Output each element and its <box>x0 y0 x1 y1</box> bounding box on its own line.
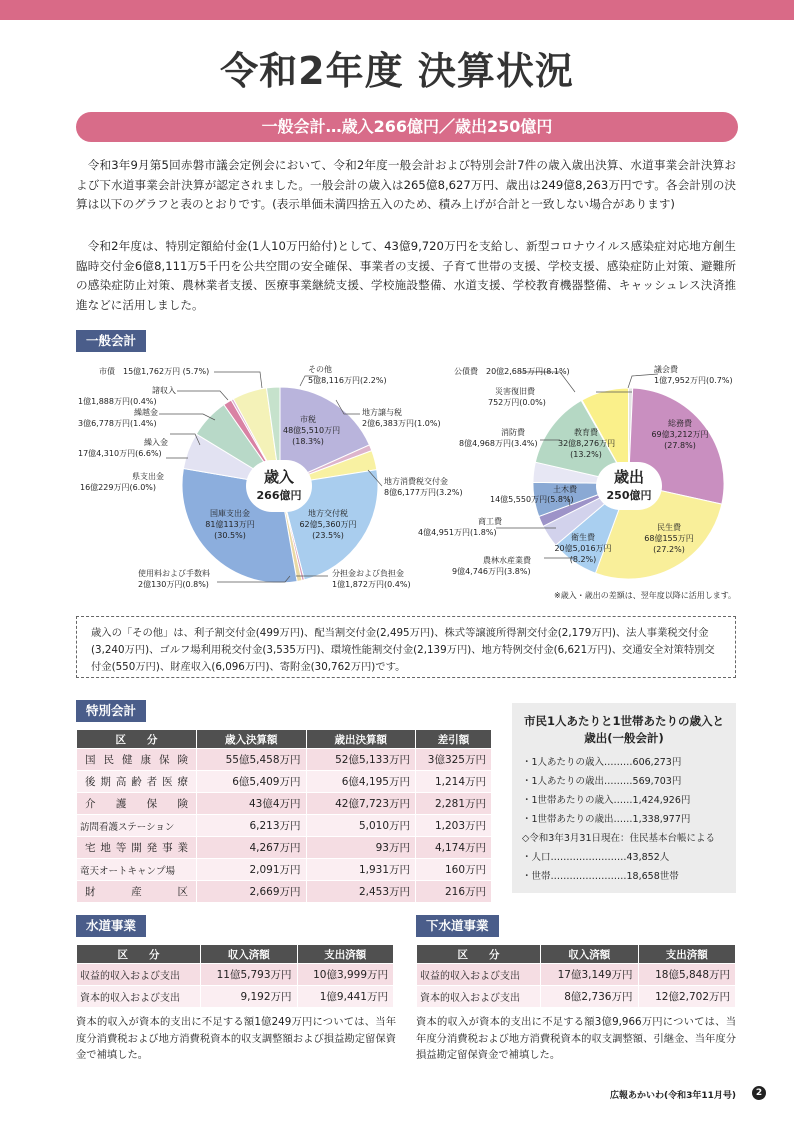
water-table <box>76 944 394 1008</box>
page-title: 令和2年度 決算状況 <box>220 49 574 93</box>
special-cell: 宅地等開発事業 <box>77 837 197 859</box>
table-row <box>77 771 492 793</box>
rev-shares-name: 分担金および負担金 <box>332 569 404 578</box>
exp-label-commerce <box>470 516 510 527</box>
rev-label-transfertax: 地方譲与税 2億6,383万円(1.0%) <box>362 408 441 428</box>
special-cell: 介護保険 <box>77 793 197 815</box>
special-cell: 1,214万円 <box>416 771 492 793</box>
rev-label-national: 国庫支出金 81億113万円 (30.5%) <box>205 509 255 540</box>
rev-national-value: 81億113万円 <box>205 520 255 529</box>
rev-misc-value: 1億1,888万円 <box>78 397 130 406</box>
special-cell: 6億4,195万円 <box>306 771 416 793</box>
exp-label-general: 総務費 69億3,212万円 (27.8%) <box>651 419 709 450</box>
water-cell: 11億5,793万円 <box>201 964 298 986</box>
rev-label-transfer <box>132 437 168 448</box>
water-cell: 10億3,999万円 <box>297 964 394 986</box>
revenue-center-value: 266億円 <box>256 489 302 502</box>
exp-fire-value: 8億4,968万円 <box>459 439 511 448</box>
rev-carryover-name: 繰越金 <box>134 408 158 417</box>
sewer-cell: 資本的収入および支出 <box>417 986 541 1008</box>
exp-debt-value: 20億2,685万円 <box>486 367 544 376</box>
exp-commerce-value: 4億4,951万円 <box>418 528 470 537</box>
sewer-table <box>416 944 736 1008</box>
exp-label-welfare: 民生費 68億155万円 (27.2%) <box>644 523 694 554</box>
per-capita-row: ・1人あたりの歳入………606,273円 <box>522 757 682 768</box>
special-cell: 4,174万円 <box>416 837 492 859</box>
rev-consumption-value: 8億6,177万円 <box>384 488 436 497</box>
sewer-header-category: 区 分 <box>417 945 541 964</box>
section-general: 一般会計 <box>76 330 146 352</box>
exp-disaster-value: 752万円 <box>488 398 520 407</box>
rev-bond-name: 市債 <box>99 367 115 376</box>
per-capita-row: ・1世帯あたりの歳出……1,338,977円 <box>522 814 691 825</box>
rev-carryover-value: 3億6,778万円 <box>78 419 130 428</box>
special-cell: 216万円 <box>416 881 492 903</box>
rev-localtax-value: 62億5,360万円 <box>299 520 357 529</box>
exp-label-commerce-value: 4億4,951万円(1.8%) <box>418 528 497 537</box>
per-capita-population: ・人口……………………43,852人 <box>522 852 670 863</box>
revenue-center-label: 歳入 <box>263 468 294 486</box>
section-sewer: 下水道事業 <box>416 915 499 937</box>
special-cell: 1,931万円 <box>306 859 416 881</box>
table-row <box>77 859 492 881</box>
special-cell: 2,281万円 <box>416 793 492 815</box>
rev-label-citytax: 市税 48億5,510万円 (18.3%) <box>283 415 341 446</box>
water-cell: 9,192万円 <box>201 986 298 1008</box>
table-row <box>77 881 492 903</box>
rev-localtax-name: 地方交付税 <box>308 509 348 518</box>
page-number: 2 <box>752 1086 766 1100</box>
per-capita-households: ・世帯……………………18,658世帯 <box>522 871 679 882</box>
table-row <box>77 986 394 1008</box>
rev-label-carryover <box>128 407 158 418</box>
per-capita-title: 市民1人あたりと1世帯あたりの歳入と歳出(一般会計) <box>523 714 724 745</box>
exp-health-name: 衛生費 <box>571 533 595 542</box>
special-cell: 42億7,723万円 <box>306 793 416 815</box>
exp-education-name: 教育費 <box>574 428 598 437</box>
section-special: 特別会計 <box>76 700 146 722</box>
table-row <box>417 964 736 986</box>
exp-debt-name: 公債費 <box>454 367 478 376</box>
special-cell: 2,453万円 <box>306 881 416 903</box>
exp-disaster-name: 災害復旧費 <box>495 387 535 396</box>
rev-label-transfer-value: 17億4,310万円(6.6%) <box>78 449 162 458</box>
rev-label-localtax: 地方交付税 62億5,360万円 (23.5%) <box>299 509 357 540</box>
exp-label-council: 議会費 1億7,952万円(0.7%) <box>654 365 733 385</box>
exp-commerce-name: 商工費 <box>478 517 502 526</box>
special-cell: 後期高齢者医療 <box>77 771 197 793</box>
footer: 広報あかいわ(令和3年11月号) <box>610 1091 737 1101</box>
per-capita-basis: ◇令和3年3月31日現在：住民基本台帳による <box>522 833 715 844</box>
special-cell: 国民健康保険 <box>77 749 197 771</box>
per-capita-row: ・1世帯あたりの歳入……1,424,926円 <box>522 795 691 806</box>
water-header-income: 収入済額 <box>201 945 298 964</box>
table-row <box>77 964 394 986</box>
exp-label-fire-value: 8億4,968万円(3.4%) <box>459 439 538 448</box>
table-row <box>417 986 736 1008</box>
exp-general-value: 69億3,212万円 <box>651 430 709 439</box>
table-row <box>77 793 492 815</box>
sewer-header-income: 収入済額 <box>541 945 639 964</box>
exp-education-value: 32億8,276万円 <box>558 439 616 448</box>
expenditure-center-value: 250億円 <box>606 489 652 502</box>
rev-citytax-value: 48億5,510万円 <box>283 426 341 435</box>
table-row <box>77 749 492 771</box>
special-header-expenditure: 歳出決算額 <box>306 730 416 749</box>
rev-misc-name: 諸収入 <box>152 386 176 395</box>
exp-label-health: 衛生費 20億5,016万円 (8.2%) <box>554 533 612 564</box>
special-cell: 43億4万円 <box>197 793 307 815</box>
rev-bond-value: 15億1,762万円 <box>123 367 181 376</box>
rev-label-fees: 使用料および手数料 2億130万円(0.8%) <box>138 569 210 589</box>
exp-general-name: 総務費 <box>668 419 692 428</box>
special-cell: 1,203万円 <box>416 815 492 837</box>
exp-agri-value: 9億4,746万円 <box>452 567 504 576</box>
intro-paragraph-2: 令和2年度は、特別定額給付金(1人10万円給付)として、43億9,720万円を支給し、新型コロナウイルス感染症対応地方創生臨時交付金6億8,111万5千円を公共空間の安全確保、事業者の支援、子育て世帯の支援、学校支援、感染症防止対策、避難所の感染症防止対策、農林業者支援、医療事業継続支援、学校施設整備、水道支援、学校教育機器整備、キャッシュレス決済推進などに活用しました。 <box>76 239 736 312</box>
exp-agri-name: 農林水産業費 <box>483 556 531 565</box>
special-cell: 竜天オートキャンプ場 <box>77 859 197 881</box>
sewer-cell: 18億5,848万円 <box>638 964 736 986</box>
rev-label-pref <box>128 471 164 482</box>
sewer-note: 資本的収入が資本的支出に不足する額3億9,966万円については、当年度分消費税および地方消費税資本的収支調整額、引継金、当年度分損益勘定留保資金で補填した。 <box>416 1016 736 1061</box>
special-cell: 6,213万円 <box>197 815 307 837</box>
rev-fees-name: 使用料および手数料 <box>138 569 210 578</box>
exp-fire-name: 消防費 <box>501 428 525 437</box>
exp-label-agri-value: 9億4,746万円(3.8%) <box>452 567 531 576</box>
special-cell: 2,091万円 <box>197 859 307 881</box>
special-cell: 160万円 <box>416 859 492 881</box>
rev-label-consumption: 地方消費税交付金 8億6,177万円(3.2%) <box>384 477 463 497</box>
special-header-category: 区 分 <box>77 730 197 749</box>
rev-transfer-name: 繰入金 <box>144 438 168 447</box>
section-water: 水道事業 <box>76 915 146 937</box>
exp-health-value: 20億5,016万円 <box>554 544 612 553</box>
sewer-header-expense: 支出済額 <box>638 945 736 964</box>
per-capita-row: ・1人あたりの歳出………569,703円 <box>522 776 682 787</box>
rev-transfertax-name: 地方譲与税 <box>362 408 402 417</box>
subtitle-bar: 一般会計…歳入266億円／歳出250億円 <box>76 112 738 142</box>
rev-label-pref-value: 16億229万円(6.0%) <box>80 483 157 492</box>
special-cell: 93万円 <box>306 837 416 859</box>
exp-label-debt: 公債費 20億2,685万円(8.1%) <box>454 367 570 376</box>
rev-label-other: その他 5億8,116万円(2.2%) <box>308 365 387 385</box>
special-cell: 2,669万円 <box>197 881 307 903</box>
special-cell: 訪問看護ステーション <box>77 815 197 837</box>
exp-welfare-value: 68億155万円 <box>644 534 694 543</box>
sewer-cell: 8億2,736万円 <box>541 986 639 1008</box>
special-accounts-table <box>76 729 492 903</box>
rev-label-carryover-value: 3億6,778万円(1.4%) <box>78 419 157 428</box>
chart-note: ※歳入・歳出の差額は、翌年度以降に活用します。 <box>554 591 737 600</box>
exp-council-value: 1億7,952万円 <box>654 376 706 385</box>
exp-label-fire <box>490 427 536 438</box>
rev-label-misc-value: 1億1,888万円(0.4%) <box>78 397 157 406</box>
exp-label-disaster: 災害復旧費 752万円(0.0%) <box>488 387 546 407</box>
rev-fees-value: 2億130万円 <box>138 580 183 589</box>
special-cell: 3億325万円 <box>416 749 492 771</box>
other-revenue-note: 歳入の「その他」は、利子割交付金(499万円)、配当割交付金(2,495万円)、株式等譲渡所得割交付金(2,179万円)、法人事業税交付金(3,240万円)、ゴルフ場利用税交付金(3,535万円)、環境性能割交付金(2,139万円)、地方特例交付金(6,621万円)、交通安全対策特別交付金(550万円)、財産収入(6,096万円)、寄附金(30,762万円)です。 <box>76 616 736 678</box>
intro-paragraph-1: 令和3年9月第5回赤磐市議会定例会において、令和2年度一般会計および特別会計7件の歳入歳出決算、水道事業会計決算および下水道事業会計決算が認定されました。一般会計の歳入は265億8,627万円、歳出は249億8,263万円です。各会計別の決算は以下のグラフと表のとおりです。(表示単価未満四捨五入のため、積み上げが合計と一致しない場合があります) <box>76 158 736 211</box>
water-cell: 収益的収入および支出 <box>77 964 201 986</box>
special-cell: 52億5,133万円 <box>306 749 416 771</box>
table-row <box>77 815 492 837</box>
rev-consumption-name: 地方消費税交付金 <box>384 477 448 486</box>
exp-welfare-name: 民生費 <box>657 523 681 532</box>
special-cell: 4,267万円 <box>197 837 307 859</box>
water-note: 資本的収入が資本的支出に不足する額1億249万円については、当年度分消費税および地方消費税資本的収支調整額および損益勘定留保資金で補填した。 <box>76 1016 396 1061</box>
rev-label-bond: 市債 15億1,762万円 (5.7%) <box>99 367 210 376</box>
rev-transfer-value: 17億4,310万円 <box>78 449 136 458</box>
rev-other-name: その他 <box>308 365 332 374</box>
water-cell: 資本的収入および支出 <box>77 986 201 1008</box>
rev-citytax-name: 市税 <box>300 415 316 424</box>
exp-label-agri <box>476 555 538 566</box>
per-capita-box <box>512 703 736 893</box>
water-header-category: 区 分 <box>77 945 201 964</box>
special-cell: 財産区 <box>77 881 197 903</box>
special-cell: 6億5,409万円 <box>197 771 307 793</box>
exp-label-civil-value: 14億5,550万円(5.8%) <box>490 495 574 504</box>
rev-shares-value: 1億1,872万円 <box>332 580 384 589</box>
exp-civil-name: 土木費 <box>553 485 577 494</box>
special-header-revenue: 歳入決算額 <box>197 730 307 749</box>
sewer-cell: 12億2,702万円 <box>638 986 736 1008</box>
special-header-balance: 差引額 <box>416 730 492 749</box>
rev-other-value: 5億8,116万円 <box>308 376 360 385</box>
rev-label-shares: 分担金および負担金 1億1,872万円(0.4%) <box>332 569 411 589</box>
exp-label-education: 教育費 32億8,276万円 (13.2%) <box>558 428 616 459</box>
rev-pref-name: 県支出金 <box>132 472 164 481</box>
table-row <box>77 837 492 859</box>
sewer-cell: 収益的収入および支出 <box>417 964 541 986</box>
rev-transfertax-value: 2億6,383万円 <box>362 419 414 428</box>
rev-national-name: 国庫支出金 <box>210 509 250 518</box>
expenditure-center-label: 歳出 <box>613 468 644 486</box>
sewer-cell: 17億3,149万円 <box>541 964 639 986</box>
special-cell: 55億5,458万円 <box>197 749 307 771</box>
exp-civil-value: 14億5,550万円 <box>490 495 548 504</box>
rev-label-misc <box>130 385 176 396</box>
exp-council-name: 議会費 <box>654 365 678 374</box>
water-header-expense: 支出済額 <box>297 945 394 964</box>
special-cell: 5,010万円 <box>306 815 416 837</box>
rev-pref-value: 16億229万円 <box>80 483 130 492</box>
water-cell: 1億9,441万円 <box>297 986 394 1008</box>
